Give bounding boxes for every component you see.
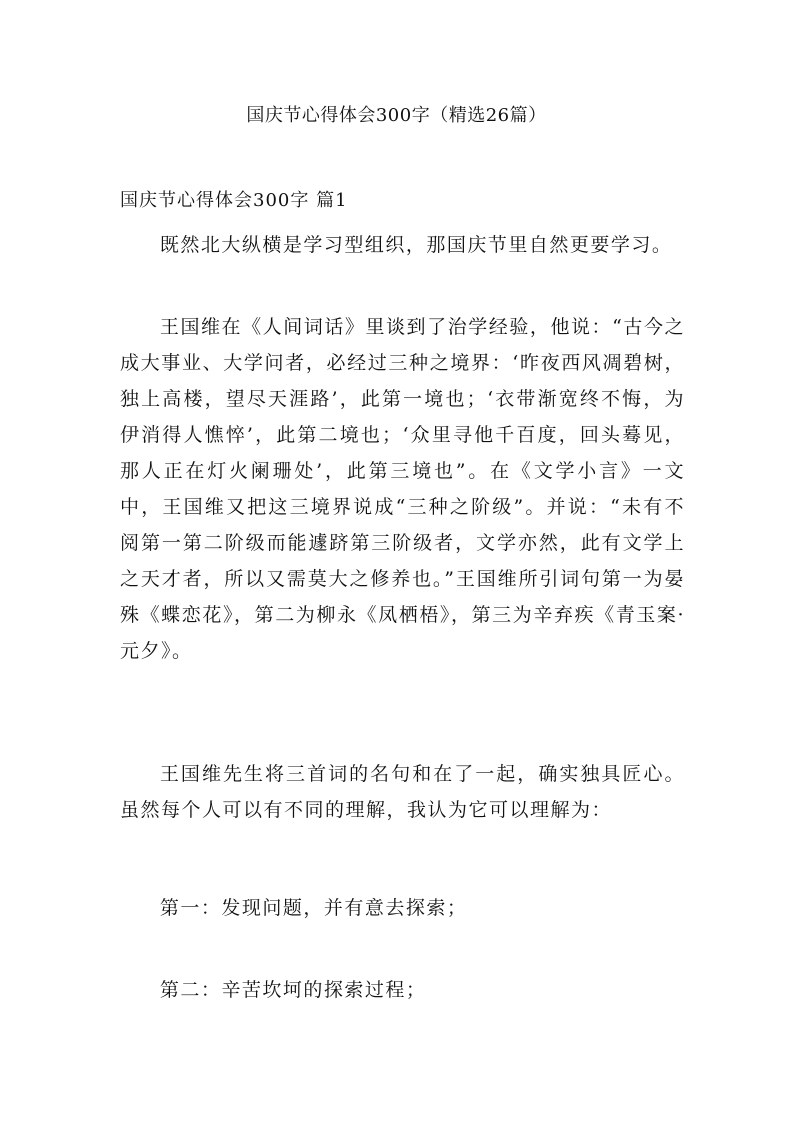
paragraph-interpretation: 王国维先生将三首词的名句和在了一起，确实独具匠心。虽然每个人可以有不同的理解，我认为它可以理解为： <box>120 763 685 821</box>
paragraph-intro: 既然北大纵横是学习型组织，那国庆节里自然更要学习。 <box>159 234 673 256</box>
paragraph-point-one: 第一：发现问题，并有意去探索； <box>159 897 468 919</box>
paragraph-three-realms: 王国维在《人间词话》里谈到了治学经验，他说：“古今之成大事业、大学问者，必经过三种之境界：‘昨夜西风凋碧树，独上高楼，望尽天涯路’，此第一境也；‘衣带渐宽终不悔，为伊消得人憔悴’，此第二境也；‘众里寻他千百度，回头蓦见，那人正在灯火阑珊处’，此第三境也”。在《文学小言》一文中，王国维又把这三境界说成“三种之阶级”。并说：“未有不阅第一第二阶级而能遽跻第三阶级者，文学亦然，此有文学上之天才者，所以又需莫大之修养也。”王国维所引词句第一为晏殊《蝶恋花》，第二为柳永《凤栖梧》，第三为辛弃疾《青玉案·元夕》。 <box>120 316 685 662</box>
document-title: 国庆节心得体会300字（精选26篇） <box>246 105 547 126</box>
paragraph-point-two: 第二：辛苦坎坷的探索过程； <box>159 979 427 1001</box>
section-heading: 国庆节心得体会300字 篇1 <box>120 190 348 211</box>
